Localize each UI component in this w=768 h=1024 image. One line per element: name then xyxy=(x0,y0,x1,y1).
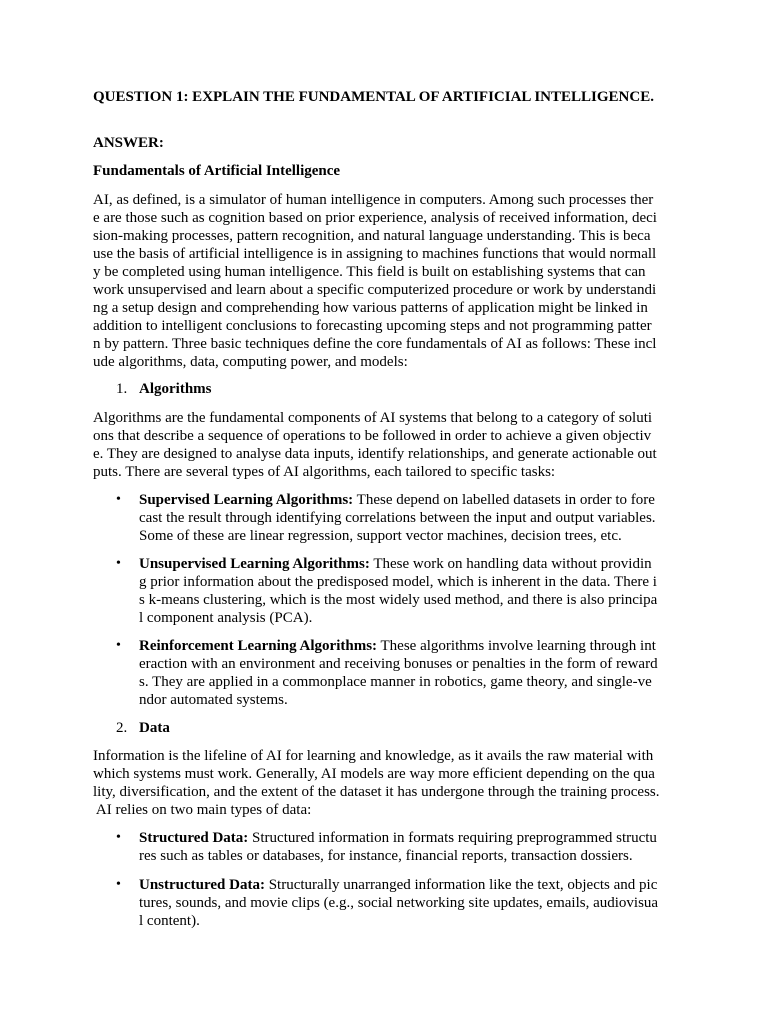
bullet-text: Some of these are linear regression, support vector machines, decision trees, etc. xyxy=(139,528,622,544)
bullet-icon: • xyxy=(116,638,121,653)
paragraph-line: Algorithms are the fundamental components of AI systems that belong to a category of soluti xyxy=(93,410,653,426)
paragraph-line: n by pattern. Three basic techniques define the core fundamentals of AI as follows: These incl xyxy=(93,336,657,352)
section-title-algorithms: Algorithms xyxy=(139,381,212,397)
question-title: QUESTION 1: EXPLAIN THE FUNDAMENTAL OF ARTIFICIAL INTELLIGENCE. xyxy=(93,89,654,105)
section-heading: Fundamentals of Artificial Intelligence xyxy=(93,163,341,179)
paragraph-line: ng a setup design and comprehending how various patterns of application might be linked in xyxy=(93,300,648,316)
bullet-icon: • xyxy=(116,556,121,571)
paragraph-line: e are those such as cognition based on prior experience, analysis of received information, deci xyxy=(93,210,657,226)
bullet-term: Structured Data: xyxy=(139,830,249,846)
bullet-term: Reinforcement Learning Algorithms: xyxy=(139,638,378,654)
bullet-text: Structurally unarranged information like the text, objects and pic xyxy=(264,877,658,893)
paragraph-line: Information is the lifeline of AI for learning and knowledge, as it avails the raw material with xyxy=(93,748,654,764)
bullet-term: Supervised Learning Algorithms: xyxy=(139,492,354,508)
bullet-text: s. They are applied in a commonplace manner in robotics, game theory, and single-ve xyxy=(139,674,652,690)
bullet-text: These algorithms involve learning through int xyxy=(377,638,656,654)
bullet-text: ndor automated systems. xyxy=(139,692,288,708)
paragraph-line: puts. There are several types of AI algorithms, each tailored to specific tasks: xyxy=(93,464,556,480)
bullet-text: g prior information about the predisposed model, which is inherent in the data. There i xyxy=(139,574,657,590)
paragraph-line: use the basis of artificial intelligence is in assigning to machines functions that would normall xyxy=(93,246,657,262)
bullet-term: Unstructured Data: xyxy=(139,877,265,893)
paragraph-line: ude algorithms, data, computing power, and models: xyxy=(93,354,408,370)
bullet-text: l component analysis (PCA). xyxy=(139,610,313,626)
paragraph-line: addition to intelligent conclusions to forecasting upcoming steps and not programming patter xyxy=(93,318,652,334)
bullet-text: l content). xyxy=(139,913,200,929)
paragraph-line: e. They are designed to analyse data inputs, identify relationships, and generate actionable out xyxy=(93,446,657,462)
bullet-text: These depend on labelled datasets in order to fore xyxy=(353,492,655,508)
bullet-icon: • xyxy=(116,830,121,845)
paragraph-line: work unsupervised and learn about a specific computerized procedure or work by understandi xyxy=(93,282,657,298)
paragraph-line: sion-making processes, pattern recognition, and natural language understanding. This is beca xyxy=(93,228,651,244)
bullet-text: s k-means clustering, which is the most widely used method, and there is also principa xyxy=(139,592,658,608)
bullet-text: res such as tables or databases, for instance, financial reports, transaction dossiers. xyxy=(139,848,633,864)
bullet-term: Unsupervised Learning Algorithms: xyxy=(139,556,370,572)
list-number: 1. xyxy=(116,381,128,397)
bullet-icon: • xyxy=(116,492,121,507)
bullet-text: tures, sounds, and movie clips (e.g., social networking site updates, emails, audiovisua xyxy=(139,895,659,911)
list-number: 2. xyxy=(116,720,128,736)
paragraph-line: AI relies on two main types of data: xyxy=(93,802,312,818)
bullet-icon: • xyxy=(116,877,121,892)
bullet-text: eraction with an environment and receiving bonuses or penalties in the form of reward xyxy=(139,656,658,672)
answer-label: ANSWER: xyxy=(93,135,164,151)
paragraph-line: y be completed using human intelligence. This field is built on establishing systems that can xyxy=(93,264,646,280)
paragraph-line: ons that describe a sequence of operations to be followed in order to achieve a given objectiv xyxy=(93,428,652,444)
bullet-text: Structured information in formats requiring preprogrammed structu xyxy=(248,830,657,846)
paragraph-line: AI, as defined, is a simulator of human intelligence in computers. Among such processes ther xyxy=(93,192,654,208)
paragraph-line: which systems must work. Generally, AI models are way more efficient depending on the qua xyxy=(93,766,655,782)
bullet-text: These work on handling data without providin xyxy=(369,556,652,572)
bullet-text: cast the result through identifying correlations between the input and output variables. xyxy=(139,510,656,526)
paragraph-line: lity, diversification, and the extent of the dataset it has undergone through the training process. xyxy=(93,784,660,800)
section-title-data: Data xyxy=(139,720,170,736)
